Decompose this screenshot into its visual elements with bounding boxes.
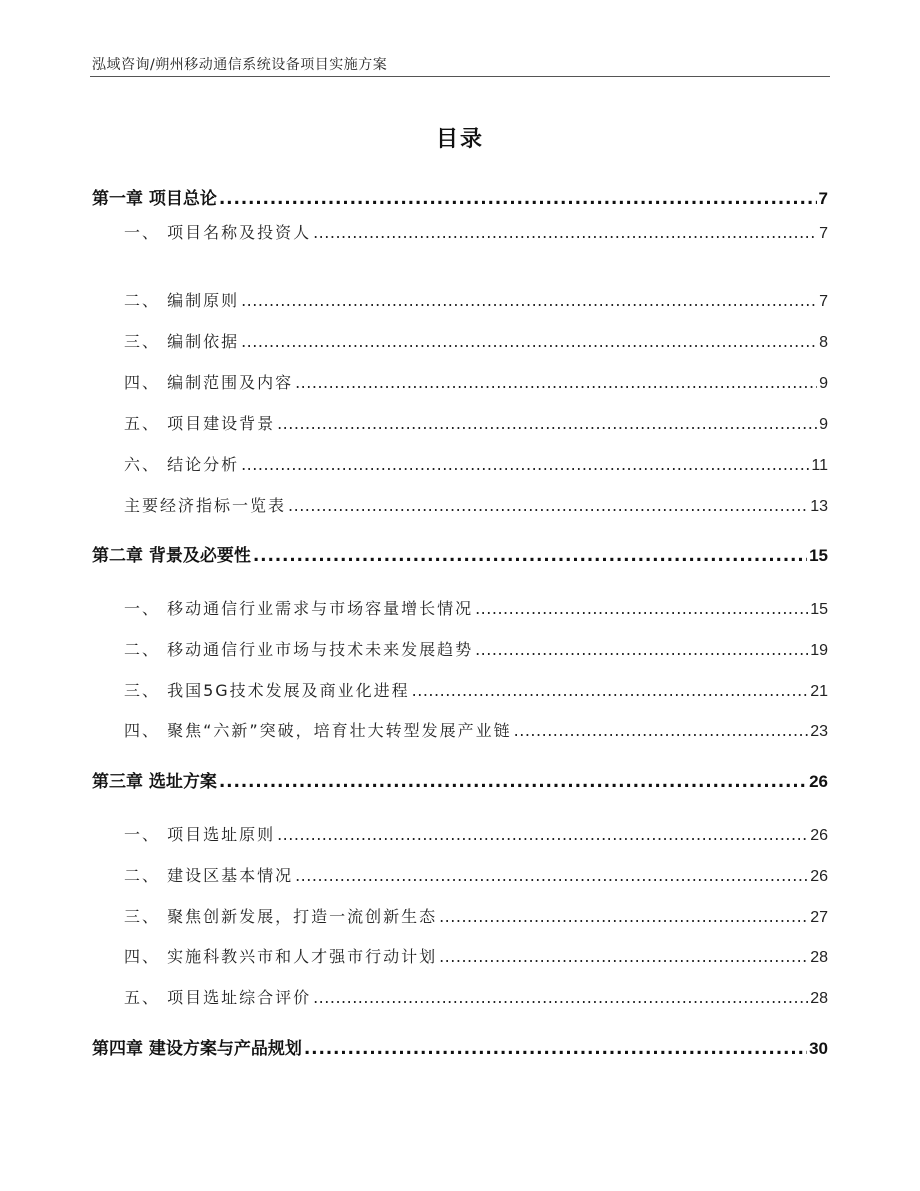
toc-page-number: 19 [810,642,828,659]
toc-page-number: 26 [810,827,828,844]
toc-page-number: 11 [811,457,828,474]
toc-label: 三、 我国5G技术发展及商业化进程 [124,681,410,700]
toc-section[interactable] [92,904,828,927]
toc-label: 一、 移动通信行业需求与市场容量增长情况 [124,599,474,618]
leader-dots [277,414,817,433]
toc-section[interactable] [92,411,828,434]
page-header: 泓域咨询/朔州移动通信系统设备项目实施方案 [92,57,388,73]
leader-dots [295,866,808,885]
leader-dots [219,189,817,209]
leader-dots [288,496,808,515]
toc-page-number: 7 [818,189,828,208]
toc-section[interactable] [92,944,828,967]
toc-page-number: 28 [810,990,828,1007]
toc-page-number: 26 [809,772,828,791]
leader-dots [439,907,808,926]
page-title: 目录 [435,127,484,152]
leader-dots [412,681,809,700]
toc-chapter-3[interactable] [92,767,828,792]
toc-chapter-1[interactable] [92,184,828,209]
leader-dots [475,599,808,618]
toc-label: 一、 项目选址原则 [124,825,276,844]
toc-section[interactable] [92,288,828,311]
toc-page-number: 9 [819,375,828,392]
toc-page-number: 15 [809,546,828,565]
toc-page-number: 21 [810,683,828,700]
leader-dots [241,455,809,474]
toc-label: 二、 建设区基本情况 [124,866,294,885]
toc-label: 二、 移动通信行业市场与技术未来发展趋势 [124,640,474,659]
toc-label: 三、 聚焦创新发展，打造一流创新生态 [124,907,438,926]
toc-label: 六、 结论分析 [124,455,240,474]
toc-section[interactable] [92,985,828,1008]
toc-label: 第三章 选址方案 [92,772,217,792]
leader-dots [475,640,808,659]
leader-dots [277,825,808,844]
toc-page-number: 7 [819,225,828,242]
toc-label: 四、 编制范围及内容 [124,373,294,392]
toc-section[interactable] [92,637,828,660]
toc-label: 四、 聚焦“六新”突破，培育壮大转型发展产业链 [124,721,512,740]
toc-label: 三、 编制依据 [124,332,240,351]
toc-section[interactable] [92,822,828,845]
toc-label: 主要经济指标一览表 [124,496,287,515]
toc-chapter-2[interactable] [92,541,828,566]
toc-page-number: 28 [810,949,828,966]
leader-dots [241,291,817,310]
leader-dots [253,546,807,566]
toc-label: 二、 编制原则 [124,291,240,310]
toc-page-number: 30 [809,1039,828,1058]
header-divider [90,76,830,77]
toc-section[interactable] [92,863,828,886]
leader-dots [304,1039,807,1059]
toc-page-number: 26 [810,868,828,885]
toc-section[interactable] [92,452,828,475]
toc-label: 五、 项目建设背景 [124,414,276,433]
toc-section[interactable] [92,220,828,243]
toc-label: 一、 项目名称及投资人 [124,223,312,242]
leader-dots [241,332,817,351]
toc-section[interactable] [92,493,828,516]
toc-section[interactable] [92,596,828,619]
toc-page-number: 7 [819,293,828,310]
leader-dots [514,721,809,740]
leader-dots [219,772,807,792]
toc-section[interactable] [92,718,828,741]
toc-label: 第二章 背景及必要性 [92,546,251,566]
toc-label: 第一章 项目总论 [92,189,217,209]
leader-dots [295,373,817,392]
leader-dots [313,988,808,1007]
toc-chapter-4[interactable] [92,1034,828,1059]
toc-section[interactable] [92,370,828,393]
toc-section[interactable] [92,329,828,352]
toc-section[interactable] [92,678,828,701]
toc-page-number: 8 [819,334,828,351]
leader-dots [313,223,817,242]
toc-page-number: 23 [810,723,828,740]
toc-label: 五、 项目选址综合评价 [124,988,312,1007]
toc-page-number: 15 [810,601,828,618]
toc-page-number: 9 [819,416,828,433]
toc-label: 第四章 建设方案与产品规划 [92,1039,302,1059]
toc-page-number: 27 [810,909,828,926]
toc-page-number: 13 [810,498,828,515]
leader-dots [439,947,808,966]
toc-label: 四、 实施科教兴市和人才强市行动计划 [124,947,438,966]
